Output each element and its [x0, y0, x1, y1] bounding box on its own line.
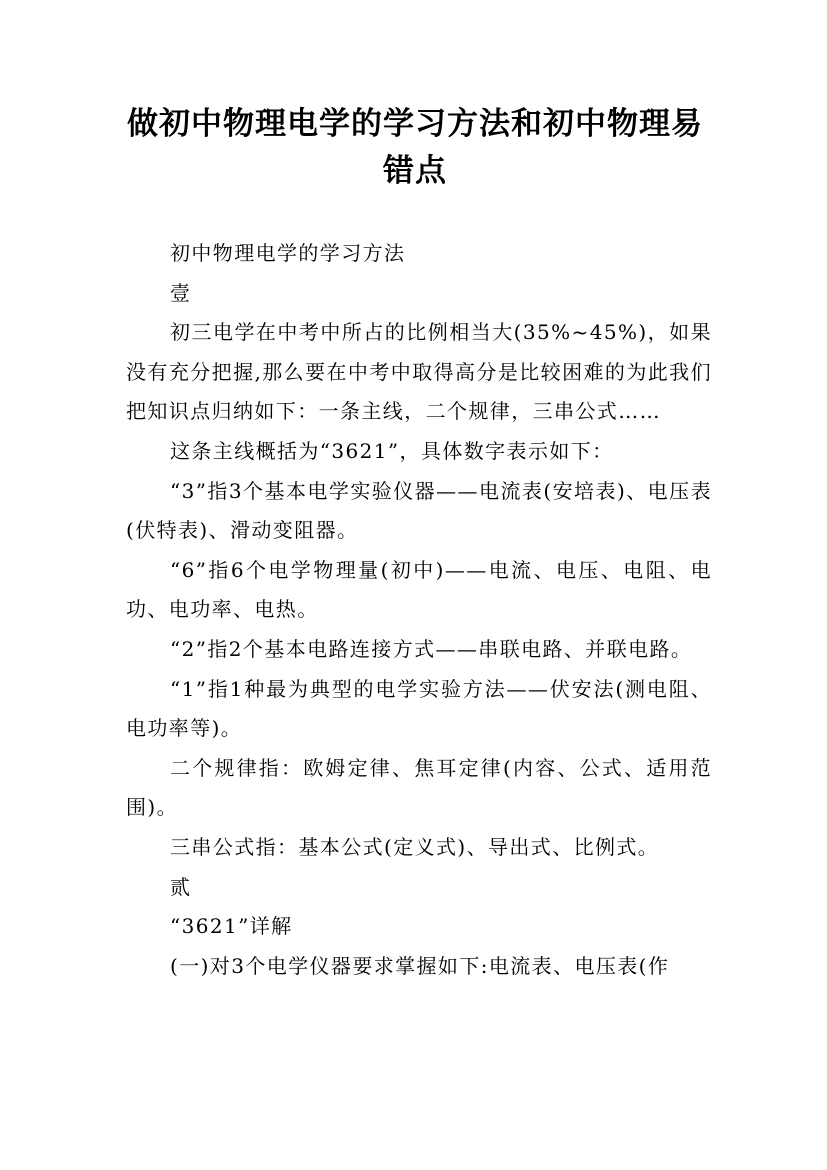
paragraph: “2”指2个基本电路连接方式——串联电路、并联电路。: [170, 636, 693, 661]
paragraph: “1”指1种最为典型的电学实验方法——伏安法(测电阻、电功率等)。: [126, 676, 712, 741]
paragraph: “3”指3个基本电学实验仪器——电流表(安培表)、电压表(伏特表)、滑动变阻器。: [126, 478, 712, 543]
paragraph: 初三电学在中考中所占的比例相当大(35%~45%)，如果没有充分把握,那么要在中考中取得高分是比较困难的为此我们把知识点归纳如下：一条主线，二个规律，三串公式……: [126, 320, 712, 424]
paragraph: (一)对3个电学仪器要求掌握如下:电流表、电压表(作: [170, 953, 670, 978]
paragraph: “6”指6个电学物理量(初中)——电流、电压、电阻、电功、电功率、电热。: [126, 557, 712, 622]
title-line-2: 错点: [383, 153, 447, 189]
subsection-heading: “3621”详解: [170, 914, 293, 939]
paragraph: 这条主线概括为“3621”，具体数字表示如下：: [170, 438, 614, 463]
title-line-1: 做初中物理电学的学习方法和初中物理易: [127, 106, 703, 142]
section-number-2: 贰: [170, 874, 192, 899]
document-title: [120, 101, 710, 195]
document-body: [126, 234, 712, 986]
section-heading: 初中物理电学的学习方法: [170, 241, 406, 265]
paragraph: 二个规律指：欧姆定律、焦耳定律(内容、公式、适用范围)。: [126, 755, 712, 820]
section-number-1: 壹: [170, 280, 192, 305]
paragraph: 三串公式指：基本公式(定义式)、导出式、比例式。: [170, 834, 660, 859]
